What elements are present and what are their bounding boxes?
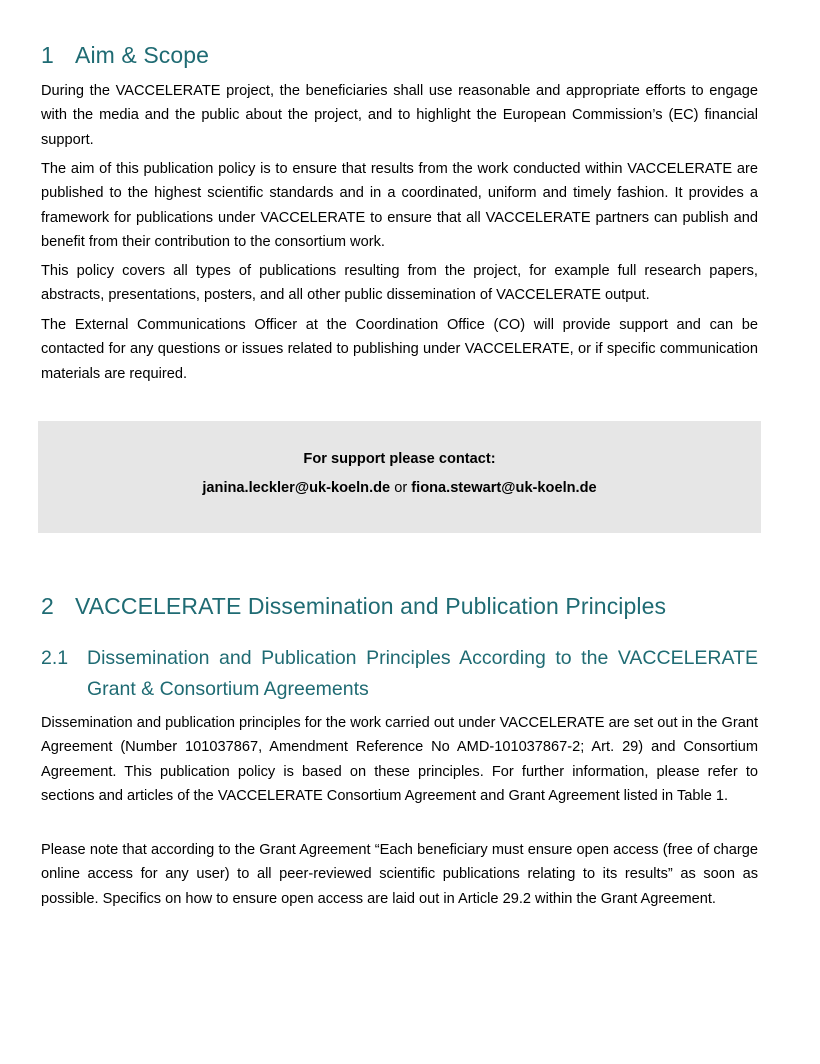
support-emails <box>38 480 761 496</box>
subsection-2-1-heading <box>41 643 758 705</box>
section-number: 1 <box>41 42 54 68</box>
paragraph: During the VACCELERATE project, the beneficiaries shall use reasonable and appropriate efforts to engage with the media and the public about the project, and to highlight the European Commission’s (EC) financial support. <box>41 83 758 148</box>
section-number: 2 <box>41 593 54 619</box>
subsection-number: 2.1 <box>41 647 69 669</box>
support-contact-box <box>38 421 761 533</box>
email-link-janina[interactable]: janina.leckler@uk-koeln.de <box>202 480 391 496</box>
email-link-fiona[interactable]: fiona.stewart@uk-koeln.de <box>411 480 597 496</box>
support-heading: For support please contact: <box>303 451 496 467</box>
section-title: Aim & Scope <box>75 42 210 68</box>
paragraph: Dissemination and publication principles for the work carried out under VACCELERATE are set out in the Grant Agreement (Number 101037867, Amendment Reference No AMD-101037867-2; Art. 29) and Consortium Agreement. This publication policy is based on these principles. For further information, please refer to sections and articles of the VACCELERATE Consortium Agreement and Grant Agreement listed in Table 1. <box>41 715 758 805</box>
section-2-heading <box>41 593 666 620</box>
section-1-heading <box>41 42 209 69</box>
paragraph: The External Communications Officer at the Coordination Office (CO) will provide support and can be contacted for any questions or issues related to publishing under VACCELERATE, or if specific communication materials are required. <box>41 317 758 382</box>
paragraph: This policy covers all types of publications resulting from the project, for example full research papers, abstracts, presentations, posters, and all other public dissemination of VACCELERATE output. <box>41 263 758 304</box>
subsection-title: Dissemination and Publication Principles According to the VACCELERATE Grant & Consortium Agreements <box>87 647 758 700</box>
section-title: VACCELERATE Dissemination and Publication Principles <box>75 593 667 619</box>
email-separator: or <box>390 480 412 496</box>
paragraph: Please note that according to the Grant Agreement “Each beneficiary must ensure open access (free of charge online access for any user) to all peer-reviewed scientific publications relating to its results” as soon as possible. Specifics on how to ensure open access are laid out in Article 29.2 within the Grant Agreement. <box>41 842 758 907</box>
paragraph: The aim of this publication policy is to ensure that results from the work conducted within VACCELERATE are published to the highest scientific standards and in a coordinated, uniform and timely fashion. It provides a framework for publications under VACCELERATE to ensure that all VACCELERATE partners can publish and benefit from their contribution to the consortium work. <box>41 161 758 251</box>
